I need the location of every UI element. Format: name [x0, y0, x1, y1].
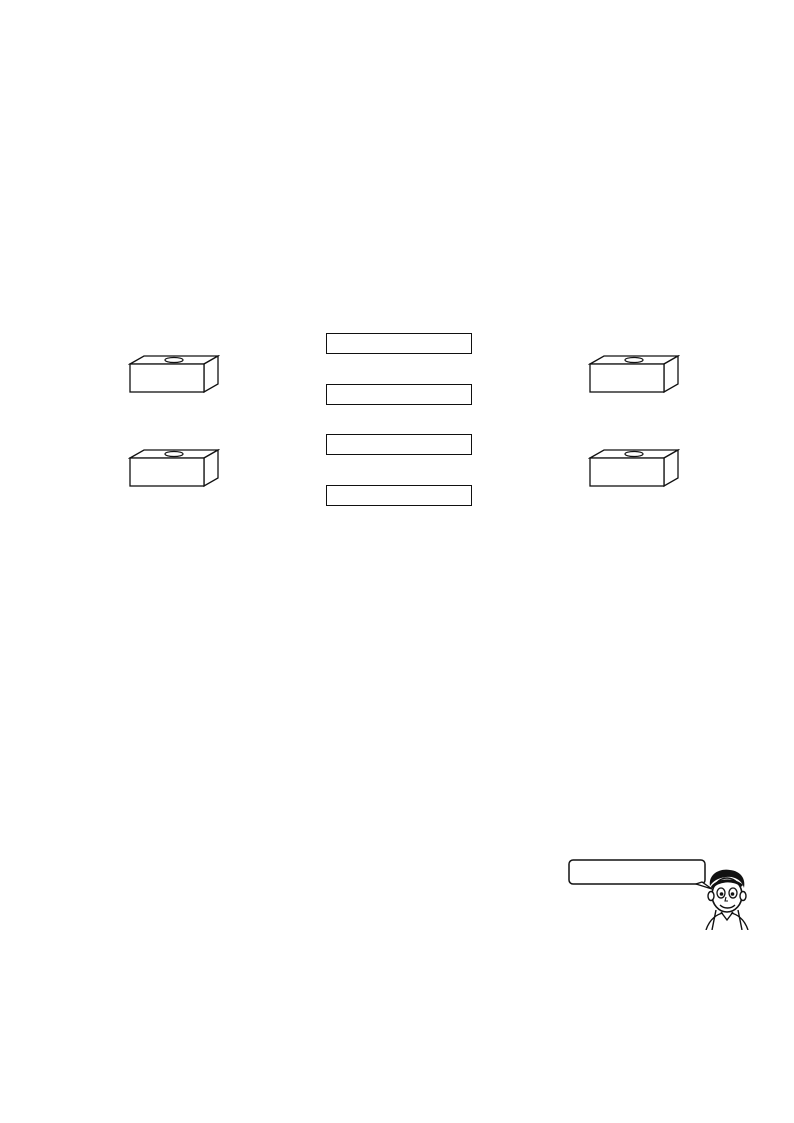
option-certainly-not-white: [326, 384, 472, 405]
grid-figure: [280, 150, 520, 280]
box-10white: [588, 448, 680, 488]
option-likely-white: [326, 434, 472, 455]
box-7red3white: [128, 354, 220, 394]
box-7white3red: [128, 448, 220, 488]
box-10red: [588, 354, 680, 394]
speech-bubble: [568, 856, 714, 890]
option-unlikely-white: [326, 485, 472, 506]
option-certainly-white: [326, 333, 472, 354]
boy-character-image: [704, 868, 750, 930]
